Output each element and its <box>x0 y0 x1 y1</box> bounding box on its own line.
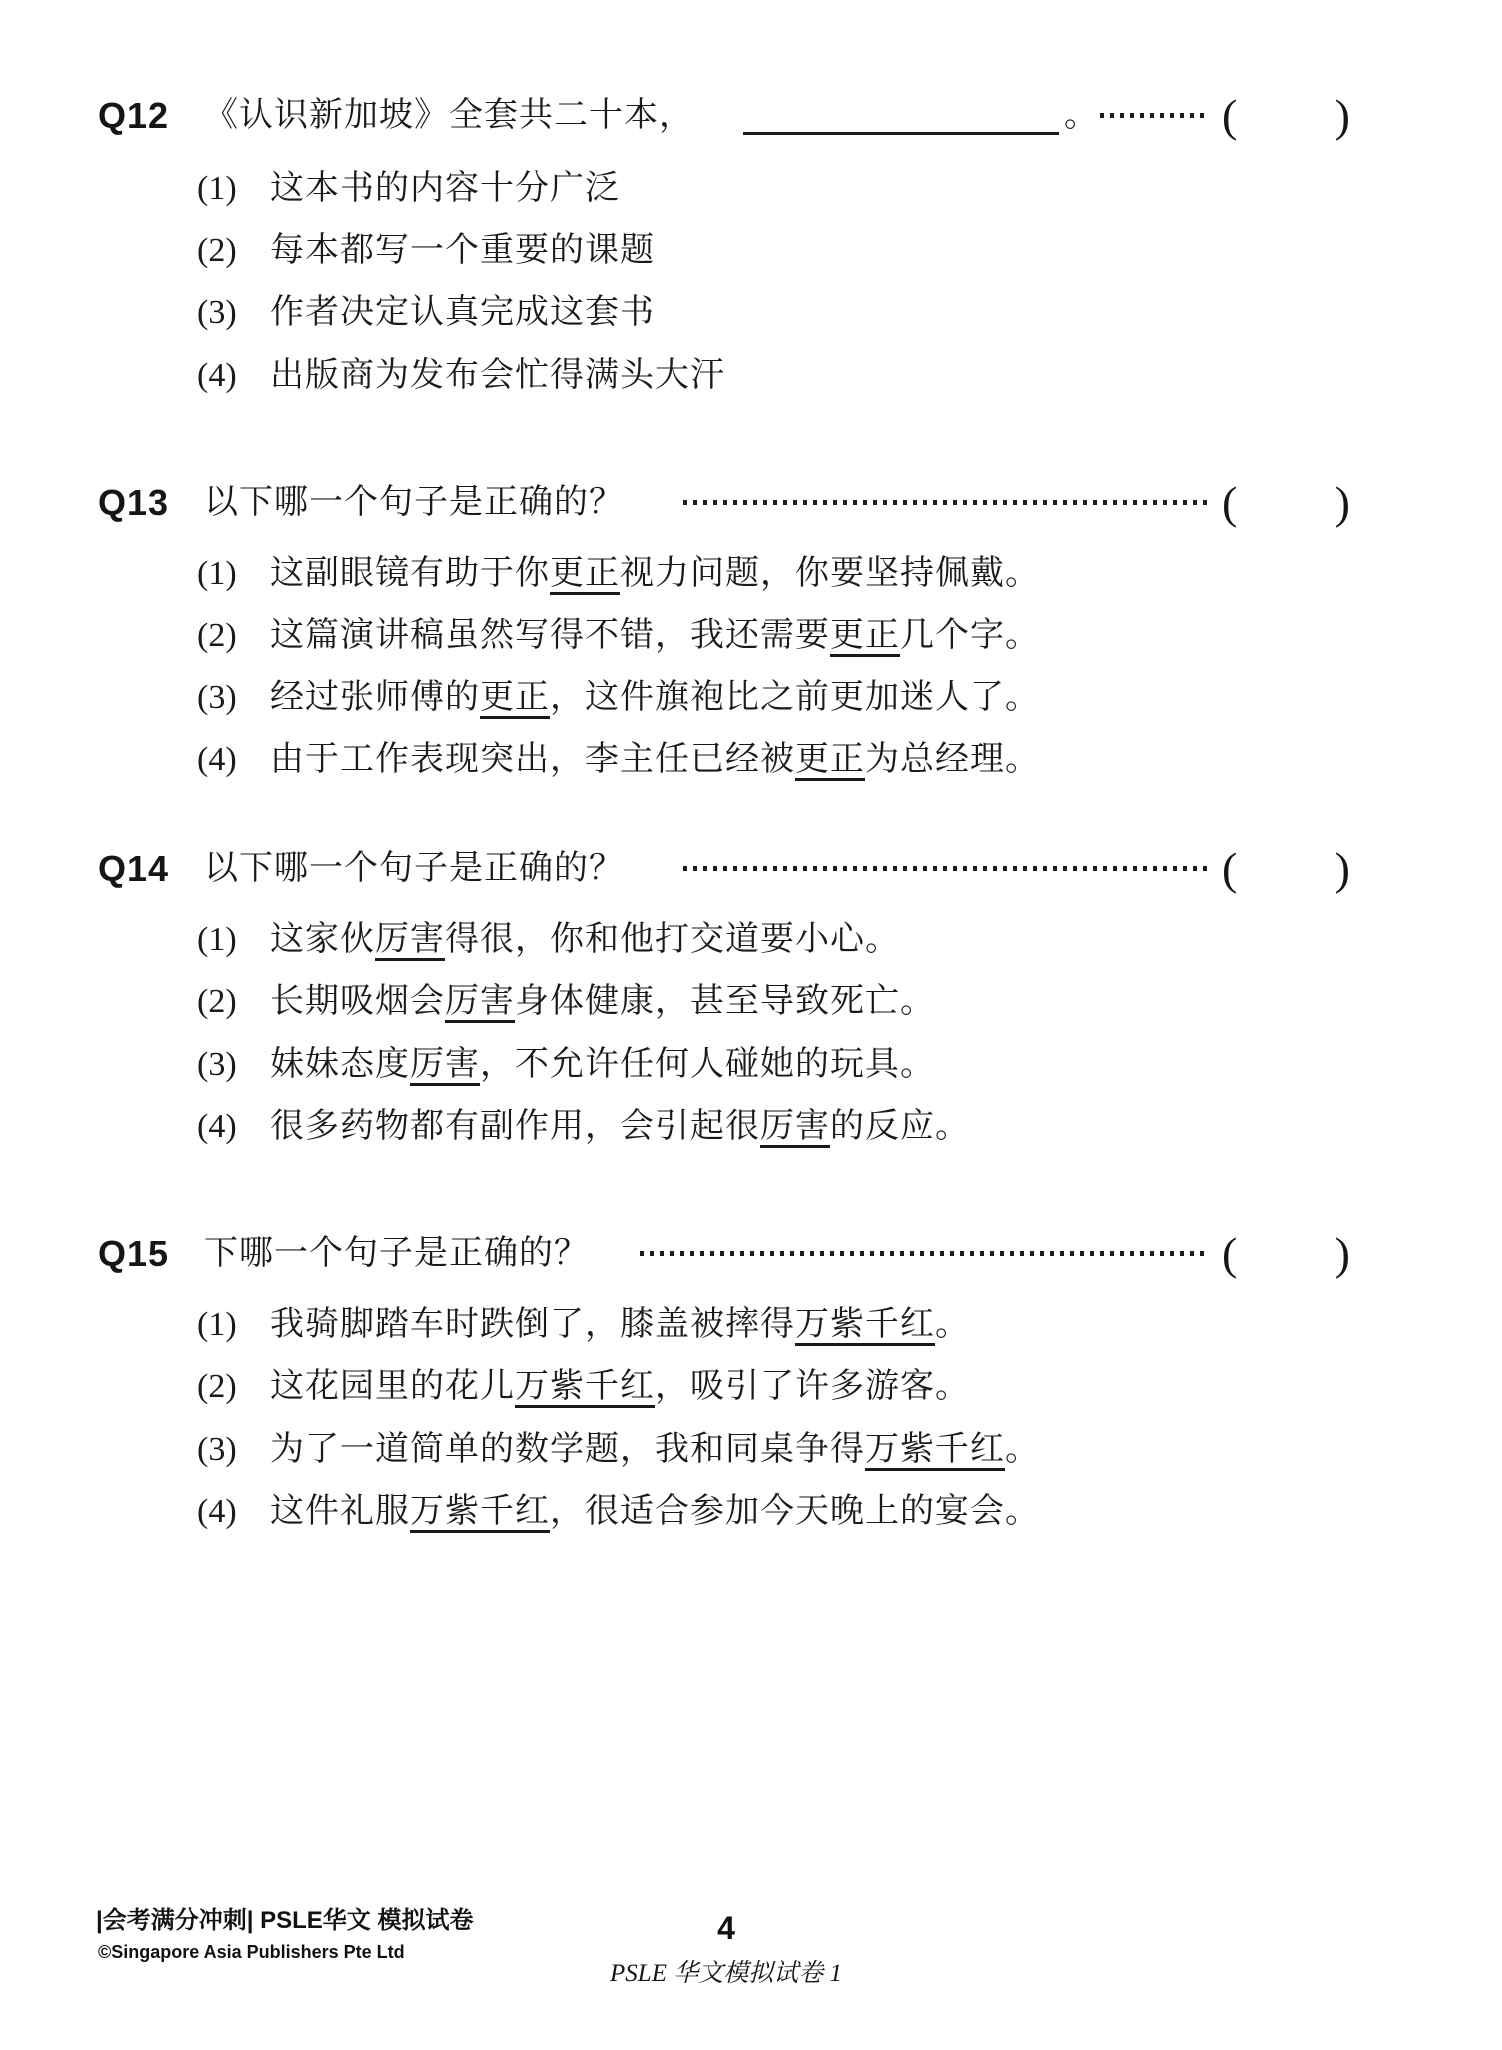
question-number: Q14 <box>98 848 170 889</box>
footer-series-title: |会考满分冲刺| PSLE华文 模拟试卷 <box>96 1907 474 1934</box>
open-paren: ( <box>1222 90 1238 141</box>
option-keyword-underlined: 万紫千红 <box>515 1368 655 1405</box>
option-number: (4) <box>197 357 237 394</box>
option-number: (1) <box>197 921 237 958</box>
open-paren: ( <box>1222 1228 1238 1279</box>
question-stem: 以下哪一个句子是正确的？ <box>204 484 624 521</box>
dotted-leader <box>683 866 1208 871</box>
option-keyword-underlined: 万紫千红 <box>795 1306 935 1343</box>
option-number: (3) <box>197 1046 237 1083</box>
open-paren: ( <box>1222 477 1238 528</box>
option-text: 这件礼服万紫千红，很适合参加今天晚上的宴会。 <box>270 1493 1040 1530</box>
option-number: (4) <box>197 741 237 778</box>
period-after-blank: 。 <box>1064 97 1098 134</box>
option-number: (2) <box>197 617 237 654</box>
option-number: (3) <box>197 679 237 716</box>
question-stem: 下哪一个句子是正确的？ <box>204 1235 589 1272</box>
fill-in-blank-line <box>743 95 1059 135</box>
option-number: (4) <box>197 1108 237 1145</box>
close-paren: ) <box>1334 477 1350 528</box>
close-paren: ) <box>1334 90 1350 141</box>
question-number: Q15 <box>98 1233 170 1274</box>
option-keyword-underlined: 厉害 <box>760 1108 830 1145</box>
option-text: 出版商为发布会忙得满头大汗 <box>270 357 725 394</box>
option-number: (2) <box>197 232 237 269</box>
option-number: (1) <box>197 1306 237 1343</box>
question-number: Q13 <box>98 482 170 523</box>
option-number: (3) <box>197 294 237 331</box>
option-keyword-underlined: 厉害 <box>375 921 445 958</box>
option-keyword-underlined: 更正 <box>480 679 550 716</box>
dotted-leader <box>683 500 1208 505</box>
option-number: (4) <box>197 1493 237 1530</box>
option-text: 每本都写一个重要的课题 <box>270 232 655 269</box>
option-text: 这花园里的花儿万紫千红，吸引了许多游客。 <box>270 1368 970 1405</box>
option-text: 很多药物都有副作用，会引起很厉害的反应。 <box>270 1108 970 1145</box>
option-keyword-underlined: 更正 <box>795 741 865 778</box>
option-number: (1) <box>197 170 237 207</box>
answer-bracket <box>1222 840 1350 896</box>
answer-bracket <box>1222 474 1350 530</box>
page-number: 4 <box>717 1910 735 1946</box>
option-number: (1) <box>197 555 237 592</box>
question-stem: 以下哪一个句子是正确的？ <box>204 850 624 887</box>
option-text: 由于工作表现突出，李主任已经被更正为总经理。 <box>270 741 1040 778</box>
option-keyword-underlined: 万紫千红 <box>410 1493 550 1530</box>
option-text: 这家伙厉害得很，你和他打交道要小心。 <box>270 921 900 958</box>
option-keyword-underlined: 厉害 <box>445 983 515 1020</box>
option-text: 经过张师傅的更正，这件旗袍比之前更加迷人了。 <box>270 679 1040 716</box>
question-number: Q12 <box>98 95 170 136</box>
option-text: 为了一道简单的数学题，我和同桌争得万紫千红。 <box>270 1431 1040 1468</box>
option-keyword-underlined: 更正 <box>830 617 900 654</box>
option-keyword-underlined: 更正 <box>550 555 620 592</box>
option-keyword-underlined: 万紫千红 <box>865 1431 1005 1468</box>
option-text: 我骑脚踏车时跌倒了，膝盖被摔得万紫千红。 <box>270 1306 970 1343</box>
answer-bracket <box>1222 87 1350 143</box>
close-paren: ) <box>1334 843 1350 894</box>
option-number: (3) <box>197 1431 237 1468</box>
option-keyword-underlined: 厉害 <box>410 1046 480 1083</box>
option-text: 妹妹态度厉害，不允许任何人碰她的玩具。 <box>270 1046 935 1083</box>
dotted-leader <box>1100 113 1208 118</box>
footer-booklet-title: PSLE 华文模拟试卷 1 <box>610 1960 842 1987</box>
option-number: (2) <box>197 983 237 1020</box>
dotted-leader <box>640 1251 1208 1256</box>
option-text: 长期吸烟会厉害身体健康，甚至导致死亡。 <box>270 983 935 1020</box>
option-number: (2) <box>197 1368 237 1405</box>
option-text: 作者决定认真完成这套书 <box>270 294 655 331</box>
option-text: 这副眼镜有助于你更正视力问题，你要坚持佩戴。 <box>270 555 1040 592</box>
answer-bracket <box>1222 1225 1350 1281</box>
open-paren: ( <box>1222 843 1238 894</box>
option-text: 这篇演讲稿虽然写得不错，我还需要更正几个字。 <box>270 617 1040 654</box>
question-stem: 《认识新加坡》全套共二十本， <box>204 97 694 134</box>
footer-copyright: ©Singapore Asia Publishers Pte Ltd <box>98 1942 405 1962</box>
option-text: 这本书的内容十分广泛 <box>270 170 620 207</box>
close-paren: ) <box>1334 1228 1350 1279</box>
